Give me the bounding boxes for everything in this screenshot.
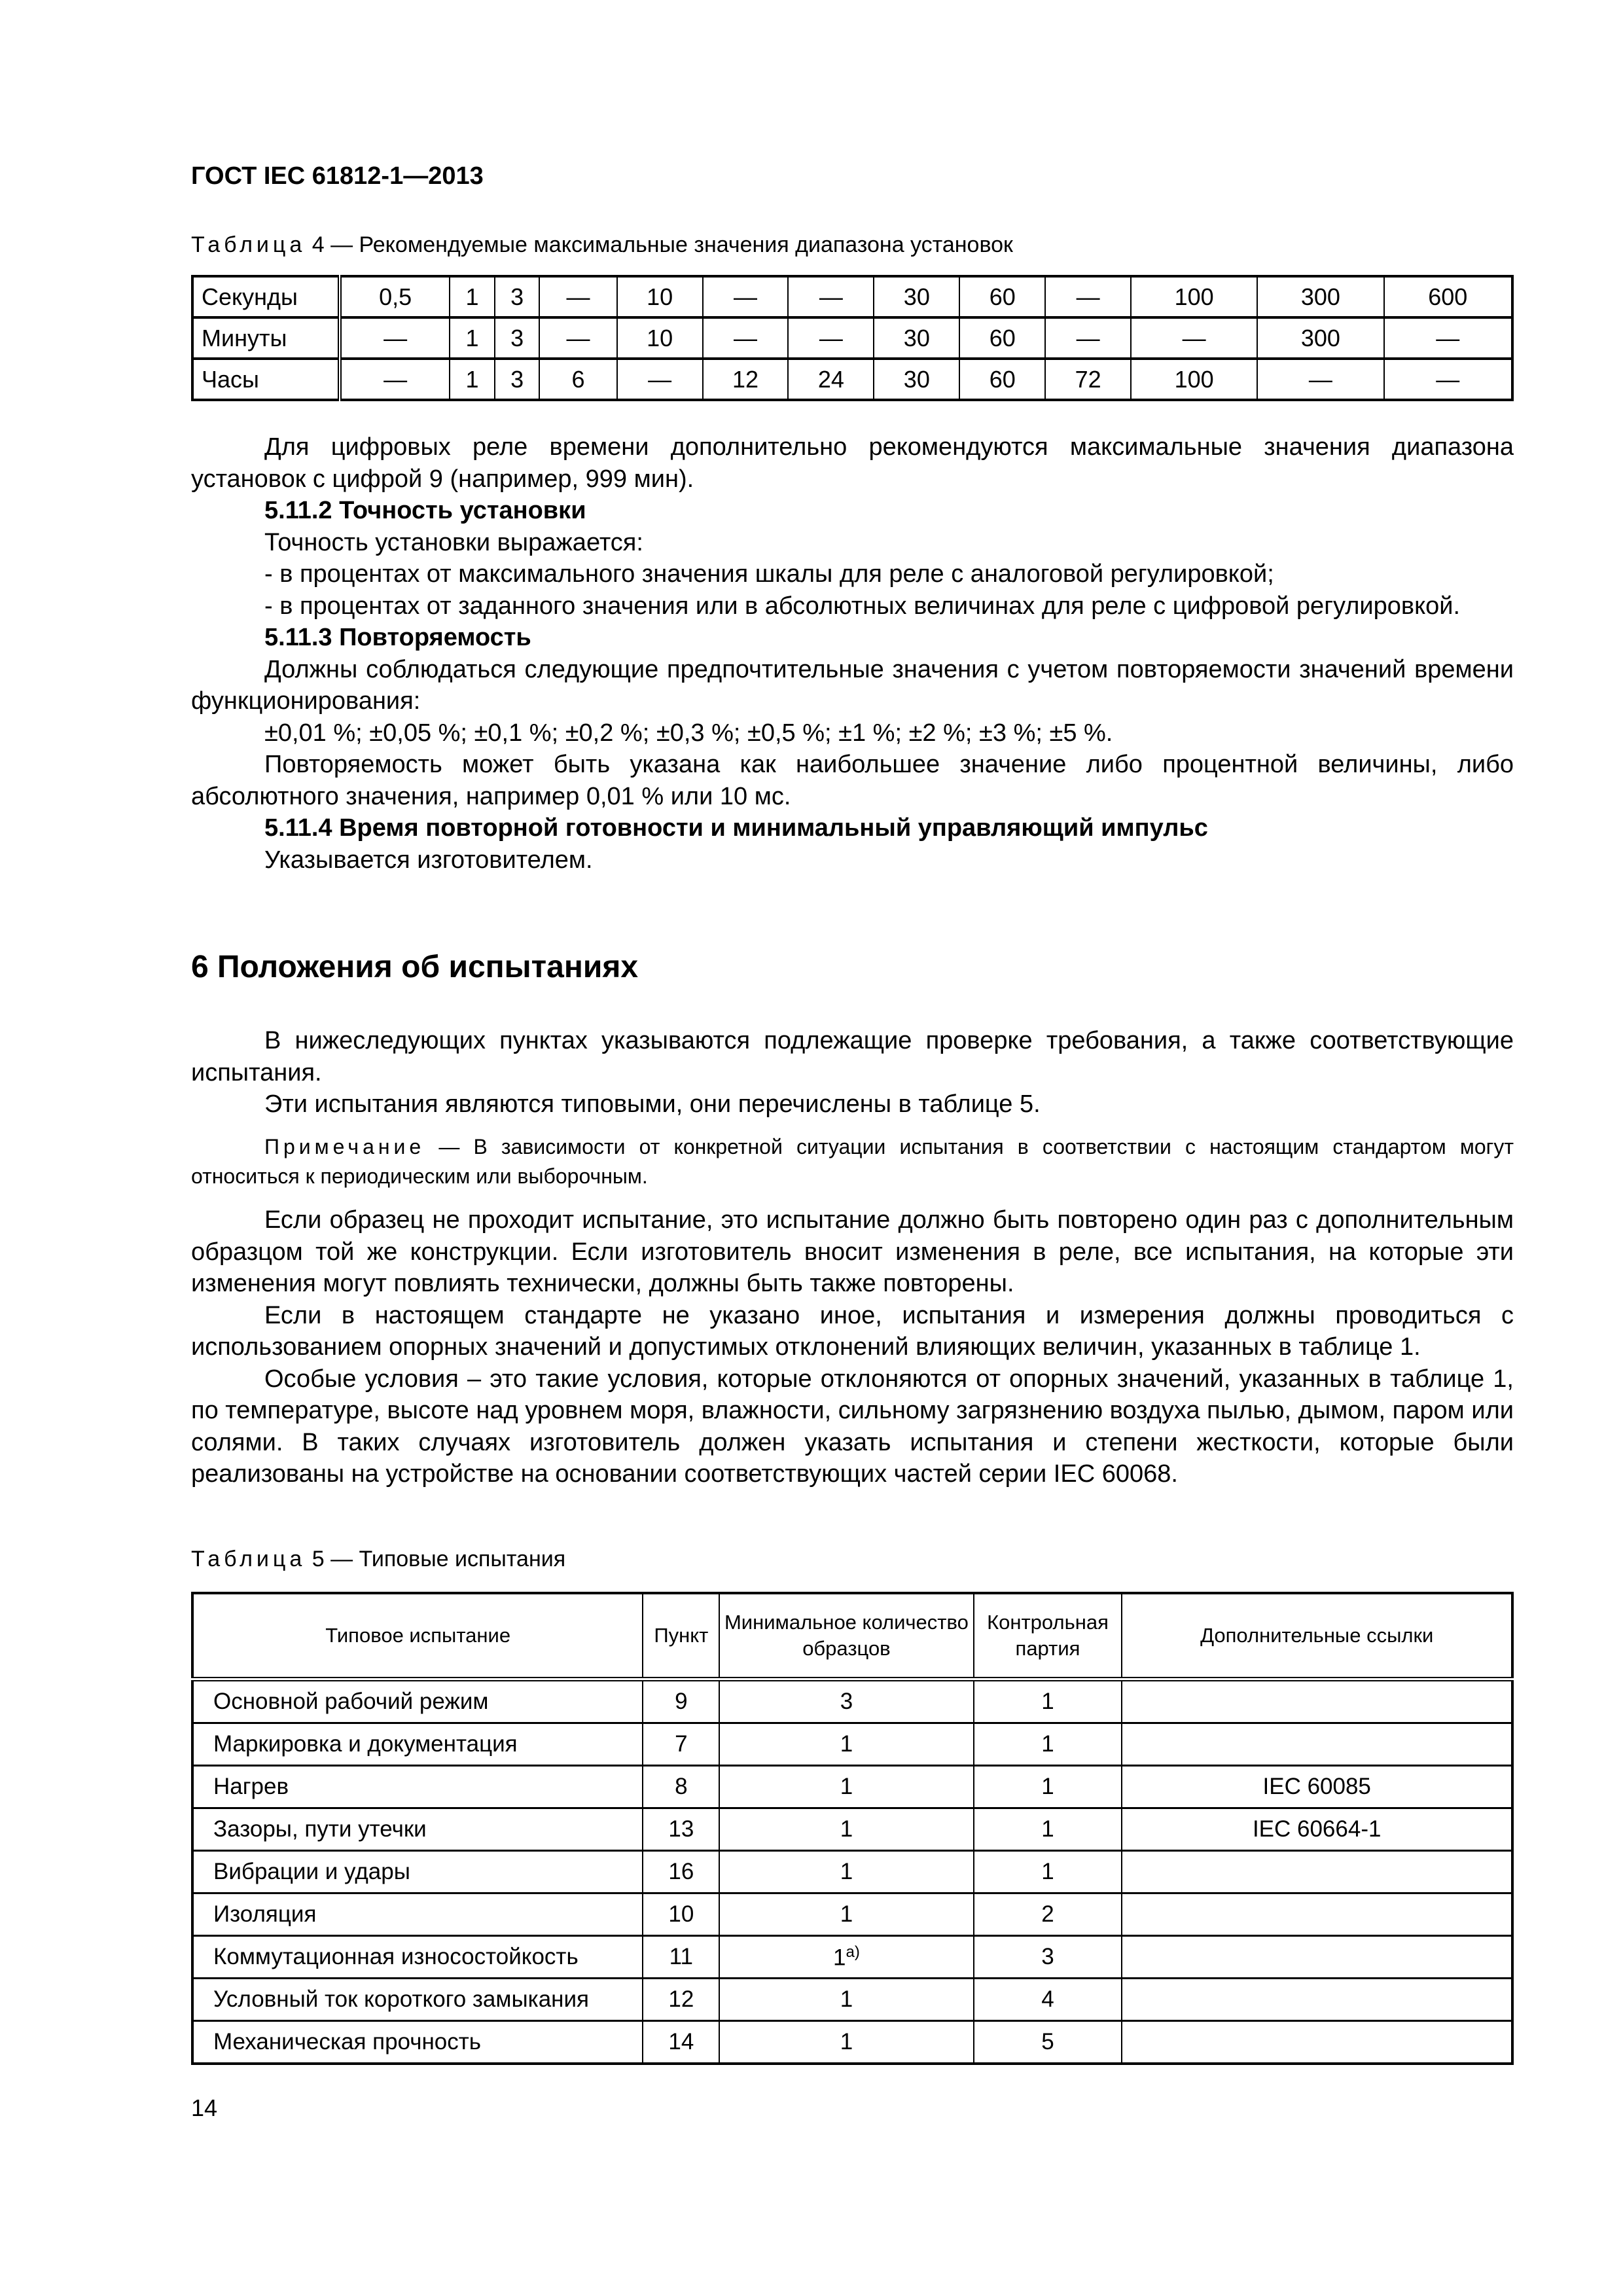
column-header: Пункт — [643, 1593, 719, 1679]
cell-text: 14 — [668, 2029, 694, 2054]
row-label: Секунды — [192, 276, 340, 317]
table-cell: — — [788, 276, 874, 317]
paragraph: Точность установки выражается: — [264, 528, 643, 556]
table-row — [192, 1979, 1512, 2021]
cell-text: 3 — [1041, 1944, 1054, 1969]
table-cell — [1122, 1808, 1512, 1851]
cell-text: Маркировка и документация — [213, 1731, 518, 1757]
cell-text: 1 — [840, 2029, 853, 2054]
table-cell: — — [1045, 276, 1131, 317]
table-cell — [192, 1808, 643, 1851]
text-block-main — [191, 1204, 1514, 1490]
cell-text: 2 — [1041, 1901, 1054, 1927]
cell-text: Условный ток короткого замыкания — [213, 1986, 589, 2012]
table5-caption — [191, 1547, 1514, 1572]
table-cell — [643, 1979, 719, 2021]
table-cell — [192, 1851, 643, 1893]
cell-text: Основной рабочий режим — [213, 1689, 489, 1714]
table-row — [192, 317, 1512, 359]
paragraph: - в процентах от заданного значения или в абсолютных величинах для реле с цифровой регулировкой. — [264, 592, 1461, 620]
subsection-heading: 5.11.4 Время повторной готовности и минимальный управляющий импульс — [264, 814, 1208, 842]
paragraph: В нижеследующих пунктах указываются подлежащие проверке требования, а также соответствующие испытания. — [191, 1027, 1514, 1086]
table-cell — [643, 1893, 719, 1936]
table-cell — [192, 1979, 643, 2021]
table-cell — [643, 1766, 719, 1808]
cell-text: 1 — [1041, 1774, 1054, 1799]
table-cell: 3 — [495, 317, 540, 359]
cell-text: 1 — [1041, 1859, 1054, 1884]
table-cell: 3 — [495, 276, 540, 317]
table-cell — [719, 1893, 973, 1936]
table-cell — [1122, 1979, 1512, 2021]
table-cell: — — [340, 359, 450, 400]
caption-text: 4 — Рекомендуемые максимальные значения диапазона установок — [306, 232, 1013, 257]
cell-text: Коммутационная износостойкость — [213, 1944, 579, 1969]
cell-text: 13 — [668, 1816, 694, 1842]
table-cell: — — [539, 276, 616, 317]
table-cell: 60 — [959, 276, 1045, 317]
table-cell: 1 — [450, 276, 495, 317]
table-row — [192, 1893, 1512, 1936]
subsection-heading: 5.11.2 Точность установки — [264, 497, 586, 524]
cell-text: 1 — [1041, 1816, 1054, 1842]
table-cell — [719, 2021, 973, 2064]
cell-text: 1 — [833, 1945, 846, 1971]
paragraph: Повторяемость может быть указана как наибольшее значение либо процентной величины, либо абсолютного значения, например 0,01 % или 10 мс. — [191, 751, 1514, 810]
table-row — [192, 1851, 1512, 1893]
table-row — [192, 359, 1512, 400]
table-cell — [643, 1851, 719, 1893]
table-cell: — — [617, 359, 703, 400]
table-cell — [1122, 1851, 1512, 1893]
page-number: 14 — [191, 2094, 218, 2121]
table-cell: 60 — [959, 359, 1045, 400]
cell-text: 1 — [1041, 1731, 1054, 1757]
paragraph: Указывается изготовителем. — [264, 846, 593, 874]
cell-text: 1 — [840, 1859, 853, 1884]
table-cell — [974, 1679, 1122, 1723]
row-label: Минуты — [192, 317, 340, 359]
cell-text: Нагрев — [213, 1774, 289, 1799]
note-label: Примечание — [264, 1135, 425, 1158]
table-cell — [192, 1723, 643, 1766]
table-cell — [643, 1936, 719, 1979]
table-cell — [974, 1936, 1122, 1979]
table-cell: 10 — [617, 276, 703, 317]
table-cell — [719, 1808, 973, 1851]
cell-text: 4 — [1041, 1986, 1054, 2012]
table-cell — [192, 1679, 643, 1723]
cell-text: 1 — [840, 1816, 853, 1842]
table-cell: 10 — [617, 317, 703, 359]
cell-text: 1 — [840, 1986, 853, 2012]
table-row — [192, 1723, 1512, 1766]
paragraph: Если образец не проходит испытание, это испытание должно быть повторено один раз с дополнительным образцом той же конструкции. Если изготовитель вносит изменения в реле, все испытания, на которые эти изменения могут повлиять технически, должны быть также повторены. — [191, 1206, 1514, 1297]
caption-word: Таблица — [191, 232, 306, 257]
table-cell: — — [539, 317, 616, 359]
table-cell — [719, 1851, 973, 1893]
table-cell: 30 — [874, 317, 959, 359]
note — [191, 1132, 1514, 1191]
paragraph: - в процентах от максимального значения шкалы для реле с аналоговой регулировкой; — [264, 560, 1274, 588]
table-cell — [192, 1936, 643, 1979]
table-cell: 30 — [874, 276, 959, 317]
table-cell — [974, 1851, 1122, 1893]
table-row — [192, 1808, 1512, 1851]
caption-text: 5 — Типовые испытания — [306, 1547, 566, 1571]
paragraph: Если в настоящем стандарте не указано иное, испытания и измерения должны проводиться с использованием опорных значений и допустимых отклонений влияющих величин, указанных в таблице 1. — [191, 1301, 1514, 1361]
column-header: Дополнительные ссылки — [1122, 1593, 1512, 1679]
paragraph: Эти испытания являются типовыми, они перечислены в таблице 5. — [264, 1090, 1041, 1118]
table-cell: 300 — [1257, 317, 1383, 359]
cell-text: 1 — [840, 1901, 853, 1927]
table-cell: — — [1384, 359, 1512, 400]
text-block-5-11 — [191, 431, 1514, 876]
table-cell: — — [1045, 317, 1131, 359]
row-label: Часы — [192, 359, 340, 400]
table-cell — [192, 2021, 643, 2064]
table-cell — [192, 1766, 643, 1808]
table-row — [192, 1679, 1512, 1723]
table-cell: 60 — [959, 317, 1045, 359]
table-cell: — — [1257, 359, 1383, 400]
table-row — [192, 1766, 1512, 1808]
table-cell: 24 — [788, 359, 874, 400]
column-header: Контрольная партия — [974, 1593, 1122, 1679]
text-block-intro — [191, 1025, 1514, 1121]
paragraph: Должны соблюдаться следующие предпочтительные значения с учетом повторяемости значений времени функционирования: — [191, 655, 1514, 715]
table-cell: 6 — [539, 359, 616, 400]
table-cell — [719, 1936, 973, 1979]
table5 — [191, 1592, 1514, 2065]
cell-text: IEC 60664-1 — [1252, 1816, 1382, 1842]
table4 — [191, 275, 1514, 401]
cell-text: 5 — [1041, 2029, 1054, 2054]
table-row — [192, 276, 1512, 317]
table-cell — [974, 1808, 1122, 1851]
table-cell — [643, 1723, 719, 1766]
table-cell: 600 — [1384, 276, 1512, 317]
table-cell — [974, 1893, 1122, 1936]
table-cell: 1 — [450, 359, 495, 400]
note-text: — В зависимости от конкретной ситуации испытания в соответствии с настоящим стандартом могут относиться к периодическим или выборочным. — [191, 1135, 1514, 1188]
paragraph: ±0,01 %; ±0,05 %; ±0,1 %; ±0,2 %; ±0,3 %; ±0,5 %; ±1 %; ±2 %; ±3 %; ±5 %. — [264, 719, 1113, 747]
table-cell: — — [703, 276, 789, 317]
cell-text: Зазоры, пути утечки — [213, 1816, 427, 1842]
cell-text: 10 — [668, 1901, 694, 1927]
table-cell: 100 — [1131, 276, 1257, 317]
footnote-mark: a) — [846, 1943, 860, 1961]
table-cell: 3 — [495, 359, 540, 400]
table-cell — [974, 1979, 1122, 2021]
table-cell — [719, 1766, 973, 1808]
cell-text: 8 — [675, 1774, 688, 1799]
table-cell — [1122, 1723, 1512, 1766]
table-cell: — — [340, 317, 450, 359]
table-cell — [719, 1679, 973, 1723]
table-cell: 300 — [1257, 276, 1383, 317]
table-cell — [1122, 1679, 1512, 1723]
cell-text: IEC 60085 — [1262, 1774, 1371, 1799]
paragraph: Особые условия – это такие условия, которые отклоняются от опорных значений, указанных в таблице 1, по температуре, высоте над уровнем моря, влажности, сильному загрязнению воздуха пылью, дымом, паром или солями. В таких случаях изготовитель должен указать испытания и степени жесткости, которые были реализованы на устройстве на основании соответствующих частей серии IEC 60068. — [191, 1365, 1514, 1488]
cell-text: 3 — [840, 1689, 853, 1714]
table-cell: — — [703, 317, 789, 359]
subsection-heading: 5.11.3 Повторяемость — [264, 624, 531, 651]
table-cell: 1 — [450, 317, 495, 359]
table-cell: 72 — [1045, 359, 1131, 400]
cell-text: Механическая прочность — [213, 2029, 482, 2054]
paragraph: Для цифровых реле времени дополнительно рекомендуются максимальные значения диапазона установок с цифрой 9 (например, 999 мин). — [191, 433, 1514, 493]
table-row — [192, 2021, 1512, 2064]
cell-text: 1 — [1041, 1689, 1054, 1714]
table-row — [192, 1936, 1512, 1979]
cell-text: 1 — [840, 1731, 853, 1757]
table-cell: 30 — [874, 359, 959, 400]
table-cell: 100 — [1131, 359, 1257, 400]
table-cell: 12 — [703, 359, 789, 400]
table-cell: — — [1131, 317, 1257, 359]
column-header: Типовое испытание — [192, 1593, 643, 1679]
table-cell: 0,5 — [340, 276, 450, 317]
table-cell — [974, 1766, 1122, 1808]
cell-text: Вибрации и удары — [213, 1859, 410, 1884]
caption-word: Таблица — [191, 1547, 306, 1571]
table-cell — [719, 1979, 973, 2021]
cell-text: 12 — [668, 1986, 694, 2012]
table-cell — [719, 1723, 973, 1766]
cell-text: 11 — [669, 1944, 694, 1969]
table-cell — [643, 1679, 719, 1723]
table4-caption — [191, 232, 1514, 258]
table-cell: — — [788, 317, 874, 359]
document-header: ГОСТ IEC 61812-1—2013 — [191, 162, 484, 190]
table-cell — [643, 1808, 719, 1851]
cell-text: Изоляция — [213, 1901, 317, 1927]
table-cell — [974, 2021, 1122, 2064]
cell-text: 9 — [675, 1689, 688, 1714]
table-cell — [643, 2021, 719, 2064]
table-cell — [1122, 1766, 1512, 1808]
cell-text: 1 — [840, 1774, 853, 1799]
cell-text: 7 — [675, 1731, 688, 1757]
table-cell — [1122, 1936, 1512, 1979]
column-header: Минимальное количество образцов — [719, 1593, 973, 1679]
cell-text: 16 — [668, 1859, 694, 1884]
table-cell — [1122, 1893, 1512, 1936]
table-cell — [1122, 2021, 1512, 2064]
table-cell: — — [1384, 317, 1512, 359]
table-cell — [192, 1893, 643, 1936]
section-heading: 6 Положения об испытаниях — [191, 950, 639, 984]
table-cell — [974, 1723, 1122, 1766]
